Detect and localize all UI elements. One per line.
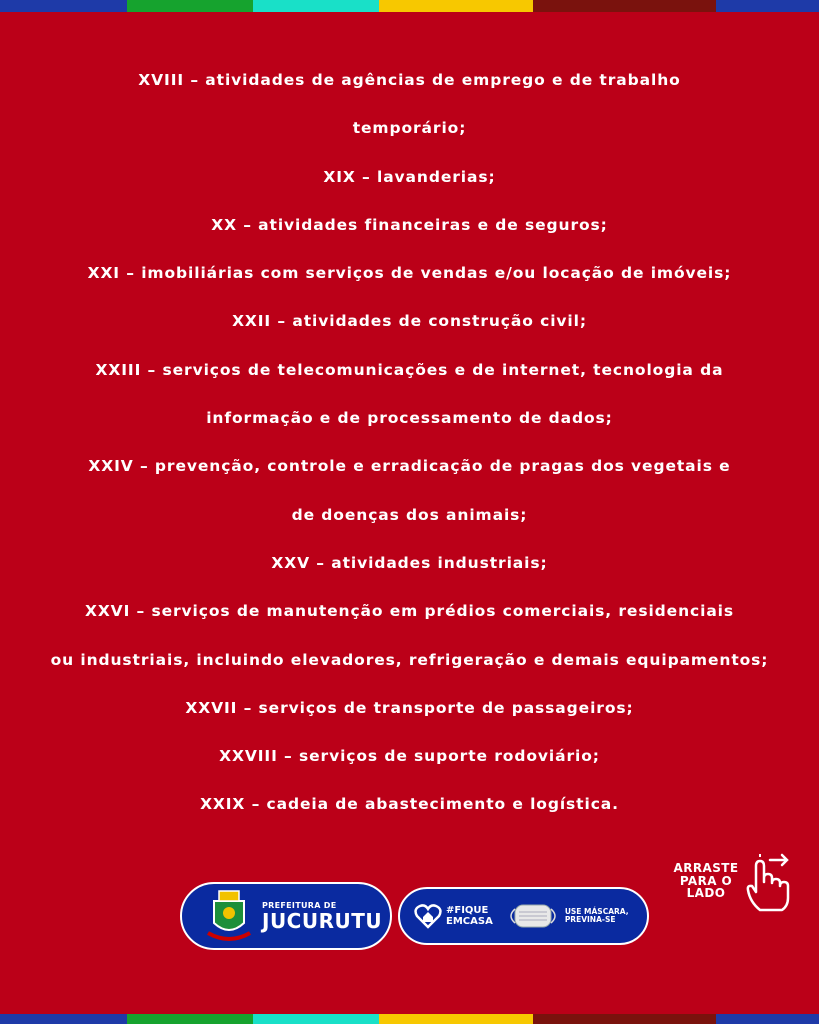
text-line: ou industriais, incluindo elevadores, refrigeração e demais equipamentos; (50, 650, 769, 669)
text-line: XVIII – atividades de agências de emprego e de trabalho (138, 71, 681, 89)
mask-text-line-2: PREVINA-SE (564, 915, 616, 924)
text-line: de doenças dos animais; (291, 505, 528, 524)
text-line: XXV – atividades industriais; (271, 553, 548, 572)
heart-house-icon (414, 903, 442, 929)
text-line: XXVIII – serviços de suporte rodoviário; (219, 747, 600, 766)
stripe-segment-blue (0, 1014, 127, 1024)
stripe-segment-yellow (379, 1014, 533, 1024)
stripe-segment-green (127, 1014, 253, 1024)
top-color-stripe (0, 0, 819, 12)
text-line: XXIII – serviços de telecomunicações e de internet, tecnologia da (95, 360, 724, 379)
stripe-segment-maroon (533, 0, 716, 12)
swipe-prompt[interactable] (664, 862, 748, 900)
stripe-segment-blue-end (716, 0, 819, 12)
prefeitura-label: PREFEITURA DE (262, 900, 337, 910)
text-line: XXII – atividades de construção civil; (232, 312, 587, 331)
text-line: XXI – imobiliárias com serviços de vendas e/ou locação de imóveis; (87, 264, 732, 283)
stripe-segment-cyan (253, 1014, 379, 1024)
mask-text-line-1: USE MÁSCARA, (564, 907, 629, 916)
prefeitura-logo (180, 882, 392, 950)
text-line: XXVI – serviços de manutenção em prédios comerciais, residenciais (84, 602, 735, 621)
text-line: XIX – lavanderias; (323, 167, 496, 186)
swipe-line-3: LADO (686, 886, 726, 900)
decree-text-block (0, 56, 819, 829)
stripe-segment-yellow (379, 0, 533, 12)
text-line: XXIX – cadeia de abastecimento e logística. (200, 795, 619, 814)
text-line: temporário; (352, 119, 467, 138)
stripe-segment-blue-end (716, 1014, 819, 1024)
text-line: XX – atividades financeiras e de seguros; (211, 215, 608, 234)
stripe-segment-maroon (533, 1014, 716, 1024)
swipe-line-2: PARA O (679, 873, 733, 888)
hashtag-line-2: EMCASA (446, 916, 493, 927)
campaign-badge (398, 887, 649, 945)
city-name: JUCURUTU (262, 908, 383, 933)
swipe-hand-icon (742, 852, 794, 914)
text-line: informação e de processamento de dados; (206, 409, 613, 428)
stripe-segment-green (127, 0, 253, 12)
hashtag-line-1: #FIQUE (446, 905, 489, 916)
stripe-segment-cyan (253, 0, 379, 12)
text-line: XXIV – prevenção, controle e erradicação de pragas dos vegetais e (88, 457, 731, 476)
stripe-segment-blue (0, 0, 127, 12)
swipe-line-1: ARRASTE (673, 861, 739, 875)
text-line: XXVII – serviços de transporte de passageiros; (185, 698, 634, 717)
bottom-color-stripe (0, 1014, 819, 1024)
face-mask-icon (507, 901, 559, 931)
crest-icon (204, 889, 254, 943)
